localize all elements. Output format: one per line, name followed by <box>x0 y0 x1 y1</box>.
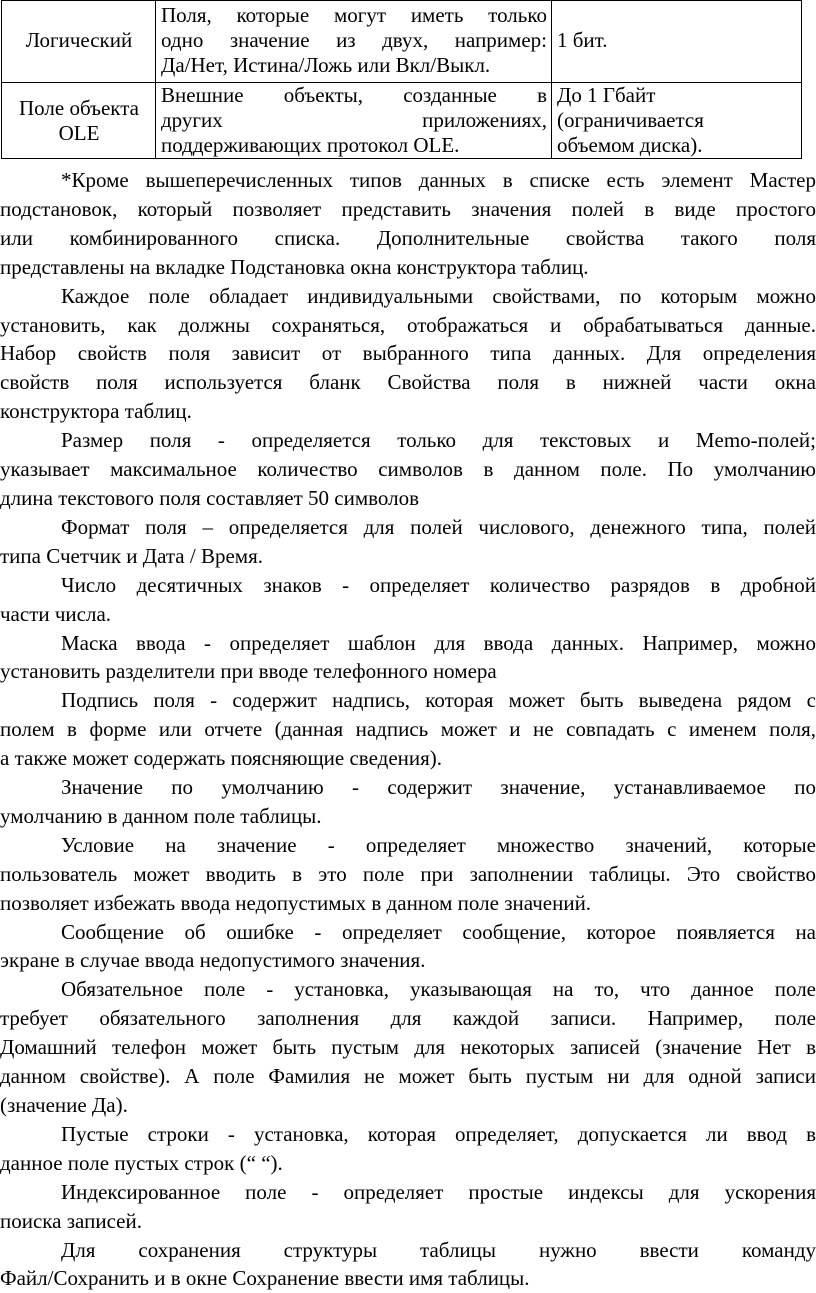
paragraph <box>0 571 816 629</box>
paragraph-line: Файл/Сохранить и в окне Сохранение ввести имя таблицы. <box>0 1266 530 1291</box>
paragraph <box>0 1120 816 1178</box>
paragraph-line: Обязательное поле - установка, указывающая на то, что данное поле <box>61 977 816 1002</box>
paragraph <box>0 686 816 773</box>
paragraph <box>0 1236 816 1293</box>
paragraph-line: Маска ввода - определяет шаблон для ввода данных. Например, можно <box>61 630 816 655</box>
description-line: других приложениях, <box>161 108 547 132</box>
body-text <box>0 166 816 1293</box>
paragraph-line: Число десятичных знаков - определяет количество разрядов в дробной <box>61 572 816 597</box>
size-value: 1 бит. <box>557 28 608 52</box>
description-line: Да/Нет, Истина/Ложь или Вкл/Выкл. <box>161 53 491 77</box>
paragraph-line: Формат поля – определяется для полей числового, денежного типа, полей <box>61 514 816 539</box>
type-cell <box>2 83 156 159</box>
paragraph <box>0 831 816 918</box>
paragraph-line: Индексированное поле - определяет простые индексы для ускорения <box>61 1179 816 1204</box>
paragraph-line: пользователь может вводить в это поле при заполнении таблицы. Это свойство <box>0 861 816 886</box>
paragraph-line: позволяет избежать ввода недопустимых в данном поле значений. <box>0 890 592 915</box>
table-row <box>2 83 802 159</box>
table-row <box>2 1 802 83</box>
paragraph-line: Подпись поля - содержит надпись, которая может быть выведена рядом с <box>61 688 816 713</box>
paragraph-line: умолчанию в данном поле таблицы. <box>0 803 322 828</box>
size-cell <box>552 1 802 83</box>
description-line: Поля, которые могут иметь только <box>161 3 547 27</box>
paragraph <box>0 918 816 976</box>
paragraph-line: а также может содержать поясняющие сведения). <box>0 746 443 771</box>
paragraph-line: Каждое поле обладает индивидуальными свойствами, по которым можно <box>61 283 816 308</box>
paragraph <box>0 282 816 427</box>
type-name-line: OLE <box>58 120 100 145</box>
paragraph-line: типа Счетчик и Дата / Время. <box>0 543 263 568</box>
paragraph-line: Сообщение об ошибке - определяет сообщение, которое появляется на <box>61 919 816 944</box>
paragraph-line: или комбинированного списка. Дополнительные свойства такого поля <box>0 225 816 250</box>
paragraph-line: установить разделители при вводе телефонного номера <box>0 659 497 684</box>
description-line: поддерживающих протокол OLE. <box>161 133 460 157</box>
paragraph-line: представлены на вкладке Подстановка окна конструктора таблиц. <box>0 254 589 279</box>
description-cell <box>156 1 552 83</box>
paragraph-line: Домашний телефон может быть пустым для некоторых записей (значение Нет в <box>0 1035 816 1060</box>
paragraph-line: экране в случае ввода недопустимого значения. <box>0 948 426 973</box>
paragraph-line: Условие на значение - определяет множество значений, которые <box>61 832 816 857</box>
paragraph-line: требует обязательного заполнения для каждой записи. Например, поле <box>0 1006 816 1031</box>
paragraph-line: (значение Да). <box>0 1093 128 1117</box>
type-name: Логический <box>25 28 133 52</box>
paragraph-line: полем в форме или отчете (данная надпись может и не совпадать с именем поля, <box>0 717 816 742</box>
paragraph-line: Набор свойств поля зависит от выбранного типа данных. Для определения <box>0 341 816 366</box>
description-cell <box>156 83 552 159</box>
paragraph-line: части числа. <box>0 601 112 626</box>
paragraph-line: Размер поля - определяется только для текстовых и Memo-полей; <box>61 428 816 453</box>
paragraph-line: Значение по умолчанию - содержит значение, устанавливаемое по <box>61 775 816 800</box>
size-line: До 1 Гбайт <box>557 83 656 107</box>
paragraph-line: установить, как должны сохраняться, отображаться и обрабатываться данные. <box>0 312 816 337</box>
description-line: Внешние объекты, созданные в <box>161 83 547 107</box>
paragraph-line: поиска записей. <box>0 1208 142 1233</box>
paragraph-line: данном свойстве). А поле Фамилия не может быть пустым ни для одной записи <box>0 1064 816 1089</box>
type-name-line: Поле объекта <box>19 95 139 120</box>
data-types-table <box>1 0 802 159</box>
paragraph-line: указывает максимальное количество символов в данном поле. По умолчанию <box>0 457 816 482</box>
paragraph-line: конструктора таблиц. <box>0 399 192 424</box>
type-cell <box>2 1 156 83</box>
paragraph-line: длина текстового поля составляет 50 символов <box>0 485 420 510</box>
paragraph <box>0 1178 816 1236</box>
paragraph <box>0 629 816 687</box>
size-cell <box>552 83 802 159</box>
paragraph <box>0 426 816 513</box>
paragraph <box>0 513 816 571</box>
paragraph-line: подстановок, который позволяет представить значения полей в виде простого <box>0 196 816 221</box>
paragraph <box>0 166 816 282</box>
paragraph <box>0 975 816 1120</box>
paragraph-line: *Кроме вышеперечисленных типов данных в списке есть элемент Мастер <box>61 168 816 192</box>
paragraph-line: Пустые строки - установка, которая определяет, допускается ли ввод в <box>61 1121 816 1146</box>
paragraph <box>0 773 816 831</box>
size-line: объемом диска). <box>557 133 703 157</box>
description-line: одно значение из двух, например: <box>161 28 547 52</box>
paragraph-line: свойств поля используется бланк Свойства поля в нижней части окна <box>0 370 816 395</box>
paragraph-line: Для сохранения структуры таблицы нужно ввести команду <box>61 1237 816 1262</box>
paragraph-line: данное поле пустых строк (“ “). <box>0 1150 283 1175</box>
size-line: (ограничивается <box>557 108 704 132</box>
